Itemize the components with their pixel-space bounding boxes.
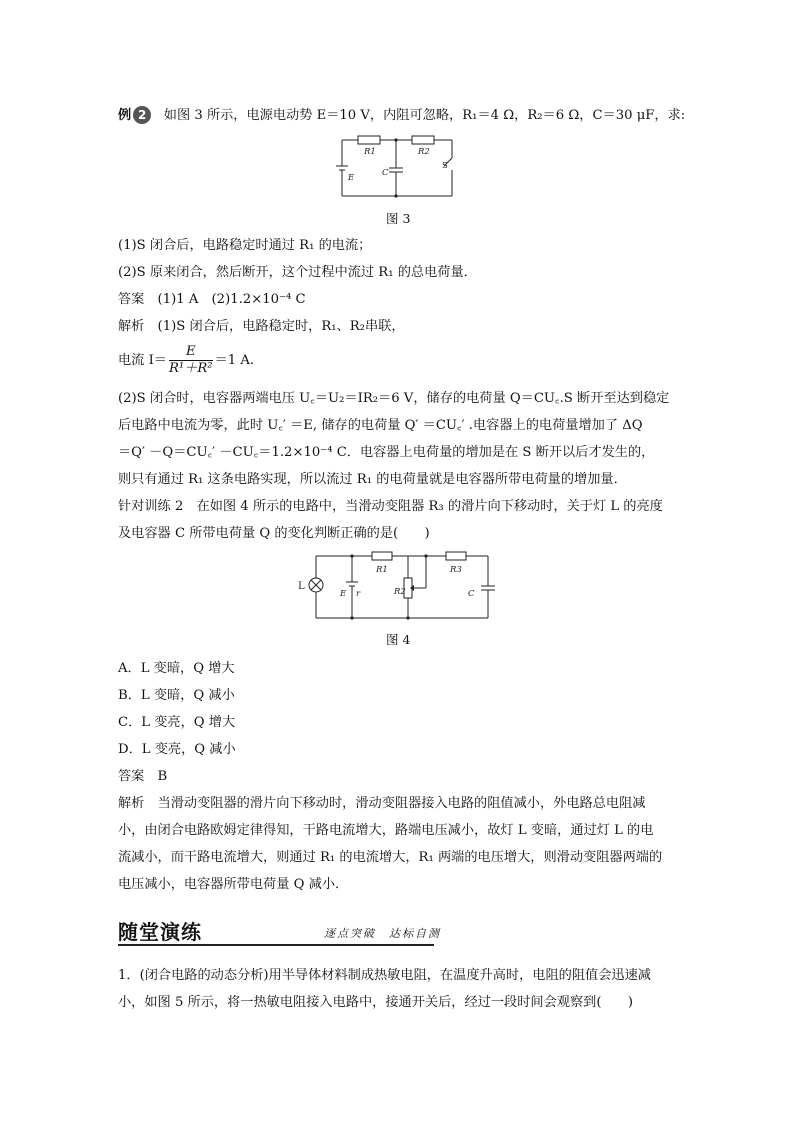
section-title: 随堂演练	[118, 920, 202, 944]
example-analysis-2d: 则只有通过 R₁ 这条电路实现，所以流过 R₁ 的电荷量就是电容器所带电荷量的增加量．	[118, 472, 627, 487]
fig4-label-e: E	[340, 589, 347, 599]
fig3-label-c: C	[382, 168, 389, 178]
option-a: A．L 变暗，Q 增大	[118, 661, 235, 676]
current-prefix: 电流 I＝	[118, 353, 167, 368]
option-d: D．L 变亮，Q 减小	[118, 742, 236, 757]
figure-4-caption: 图 4	[386, 632, 411, 647]
training-title-line2: 及电容器 C 所带电荷量 Q 的变化判断正确的是( )	[118, 526, 430, 541]
example-question-text: 如图 3 所示，电源电动势 E＝10 V，内阻可忽略，R₁＝4 Ω，R₂＝6 Ω，C＝30 μF，求:	[163, 108, 686, 123]
example-q1: (1)S 闭合后，电路稳定时通过 R₁ 的电流；	[118, 238, 372, 253]
current-fraction	[169, 344, 213, 377]
training-analysis-4: 电压减小，电容器所带电荷量 Q 减小．	[118, 877, 349, 892]
example-analysis-2a: (2)S 闭合时，电容器两端电压 U꜀＝U₂＝IR₂＝6 V，储存的电荷量 Q＝CU꜀.S 断开至达到稳定	[118, 391, 670, 406]
fig3-label-e: E	[348, 173, 355, 183]
fig4-label-r3: R3	[450, 565, 462, 575]
example-analysis-2c: ＝Q′ －Q＝CU꜀′ －CU꜀＝1.2×10⁻⁴ C．电容器上电荷量的增加是在 S 断开以后才发生的，	[118, 445, 655, 460]
figure-3-caption: 图 3	[386, 211, 411, 226]
example-number-badge: 2	[133, 106, 151, 124]
fig4-label-c: C	[468, 589, 475, 599]
example-q2: (2)S 原来闭合，然后断开，这个过程中流过 R₁ 的总电荷量．	[118, 265, 477, 280]
fig4-label-r: r	[356, 589, 361, 599]
section-tag: 逐点突破 达标自测	[324, 927, 441, 940]
option-b: B．L 变暗，Q 减小	[118, 688, 235, 703]
training-analysis-1: 解析 当滑动变阻器的滑片向下移动时，滑动变阻器接入电路的阻值减小，外电路总电阻减	[118, 796, 646, 811]
fraction-denominator: R¹＋R²	[168, 361, 213, 376]
fig4-label-r2: R2	[394, 587, 406, 597]
fig4-label-l: L	[298, 581, 305, 592]
fig3-label-r1: R1	[364, 147, 376, 157]
example-current-formula	[118, 344, 254, 378]
training-analysis-3: 流减小，而干路电流增大，则通过 R₁ 的电流增大，R₁ 两端的电压增大，则滑动变阻器两端的	[118, 850, 663, 865]
training-answer: 答案 B	[118, 769, 168, 784]
figure-4-circuit	[296, 550, 496, 624]
figure-3-circuit	[330, 130, 470, 204]
fig3-label-s: S	[442, 161, 448, 171]
example-question	[118, 106, 685, 126]
example-analysis-1: 解析 (1)S 闭合后，电路稳定时，R₁、R₂串联，	[118, 319, 405, 334]
current-suffix: ＝1 A.	[214, 353, 255, 368]
training-title-line1: 针对训练 2 在如图 4 所示的电路中，当滑动变阻器 R₃ 的滑片向下移动时，关于灯 L 的亮度	[118, 499, 663, 514]
exercise1-line1: 1．(闭合电路的动态分析)用半导体材料制成热敏电阻，在温度升高时，电阻的阻值会迅速减	[118, 968, 651, 983]
example-answer: 答案 (1)1 A (2)1.2×10⁻⁴ C	[118, 292, 306, 307]
fig4-label-r1: R1	[376, 565, 388, 575]
training-analysis-2: 小，由闭合电路欧姆定律得知，干路电流增大，路端电压减小，故灯 L 变暗，通过灯 L 的电	[118, 823, 654, 838]
example-analysis-2b: 后电路中电流为零，此时 U꜀′ ＝E, 储存的电荷量 Q′ ＝CU꜀′ .电容器上的电荷量增加了 ΔQ	[118, 418, 643, 433]
option-c: C．L 变亮，Q 增大	[118, 715, 236, 730]
section-divider	[118, 944, 434, 946]
fraction-numerator: E	[169, 344, 213, 361]
example-label: 例	[118, 108, 132, 123]
exercise1-line2: 小，如图 5 所示，将一热敏电阻接入电路中，接通开关后，经过一段时间会观察到( )	[118, 995, 633, 1010]
fig3-label-r2: R2	[418, 147, 430, 157]
